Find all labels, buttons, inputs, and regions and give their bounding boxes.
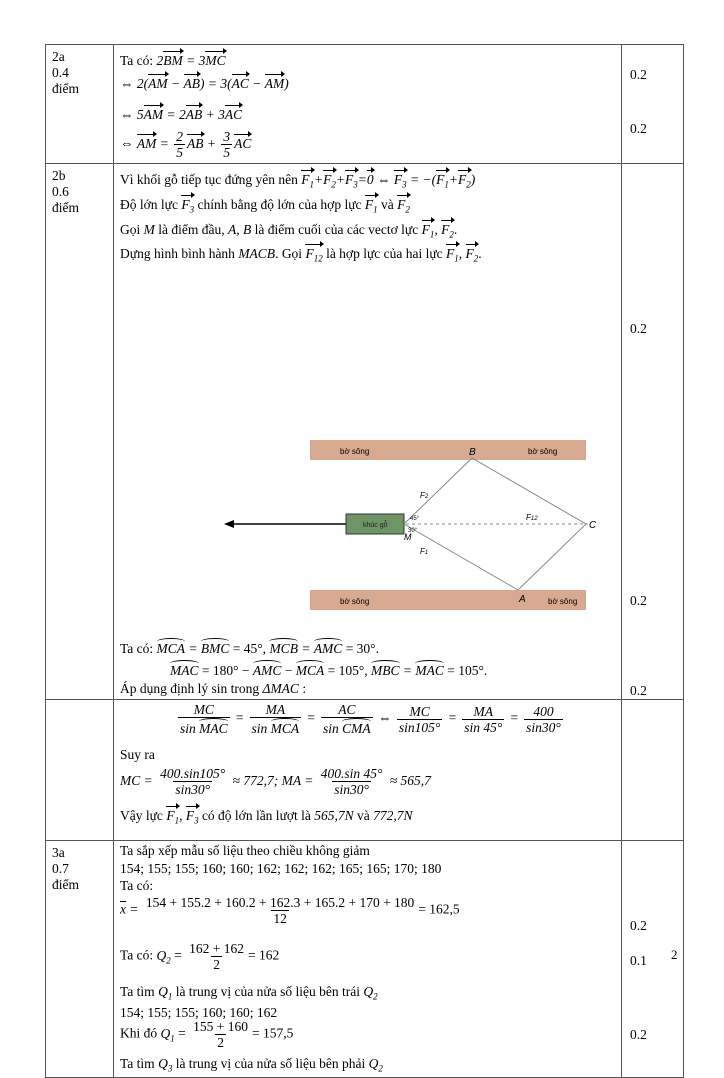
angle-45: 45° [410,516,420,522]
score-2a-2: 0.2 [630,121,647,136]
bottom-bank-label: bờ sông [340,597,370,606]
label-F2: F2 [420,491,429,500]
row-label-2b: 2b 0.6 điểm [52,168,79,215]
top-bank-label-2: bờ sông [528,447,558,456]
top-bank-label: bờ sông [340,447,370,456]
answer-3a: Ta sắp xếp mẫu số liệu theo chiều không giảm 154; 155; 155; 160; 160; 162; 162; 162; 165; 165; 170; 180 Ta có: $\overline{x}$ = $\frac{154 + 155.2 + 160.2 + 162.3 + 165.2 + 170 + 180}{12}$ = 162,5 Ta có: $Q_2$ = $\frac{162 + 162}{2}$ = 162 Ta tìm $Q_1$ là trung vị của nửa số liệu bên trái $Q_2$ 154; 155; 155; 160; 160; 162 Khi đó $Q_1$ = $\frac{155 + 160}{2}$ = 157,5 Ta tìm $Q_3$ là trung vị của nửa số liệu bên phải $Q_2$ [120,843,460,1074]
label-F12: F12 [526,513,538,522]
row-2b [46,164,684,700]
point-M: M [404,532,412,542]
bottom-bank-label-2: bờ sông [548,597,578,606]
row-label-3a: 3a 0.7 điểm [52,845,79,892]
score-3a-2: 0.1 [630,953,647,968]
point-C: C [589,520,597,531]
row-2a [46,45,684,164]
label-F1: F1 [420,547,429,556]
point-A: A [519,594,526,605]
drag-arrowhead [224,520,234,528]
solution-table [45,44,684,1078]
score-2b-2: 0.2 [630,593,647,608]
score-2a-1: 0.2 [630,67,647,82]
score-2b-3: 0.2 [630,683,647,698]
wood-block-label: khúc gỗ [363,522,388,529]
angle-30: 30° [408,528,418,534]
page-number: 2 [671,947,678,962]
score-3a-3: 0.2 [630,1027,647,1042]
score-3a-1: 0.2 [630,918,647,933]
row-label-2a: 2a 0.4 điểm [52,49,79,96]
answer-2a: Ta có: 2BM = 3MC ⇔ 2(AM − AB) = 3(AC − AM) ⇔ 5AM = 2AB + 3AC ⇔ AM = $\frac{2}{5}$ AB + $\frac{3}{5}$ AC [120,53,289,160]
row-2b-cont [46,700,684,841]
answer-2b: Vì khối gỗ tiếp tục đứng yên nên $F_1+F_2+F_3=0$ ⇔ $F_3 = -(F_1+F_2)$ Độ lớn lực $F_3$ chính bằng độ lớn của hợp lực $F_1$ và $F_2$ Gọi M là điểm đầu, A, B là điểm cuối của các vectơ lực $F_1$, $F_2$. Dựng hình bình hành MACB. Gọi $F_{12}$ là hợp lực của hai lực $F_1$, $F_2$. bờ sông bờ sông bờ sông bờ sông khúc gỗ B A C M 45° 30° F2 F1 F12 Ta có: MCA = BMC = 45°, MCB = AMC = 30°. MAC = 180° − AMC − MCA = 105°, MBC = MAC = 105°. Áp dụng định lý sin trong ΔMAC : [120,172,597,696]
answer-2b-continued: MC sin MAC = MA sin MCA = AC sin CMA ⇔ $\frac{MC}{\sin 105^\circ}$ = $\frac{MA}{\sin 45^\circ}$ = $\frac{400}{\sin 30^\circ}$ Suy ra MC = $\frac{400.\sin 105^\circ}{\sin 30^\circ}$ ≈ 772,7; MA = $\frac{400.\sin 45^\circ}{\sin 30^\circ}$ ≈ 565,7 Vậy lực $F_1$, $F_3$ có độ lớn lần lượt là 565,7N và 772,7N [114,700,621,840]
river-force-diagram [168,436,598,616]
score-2b-1: 0.2 [630,321,647,336]
row-3a [46,841,684,1078]
point-B: B [469,447,476,458]
